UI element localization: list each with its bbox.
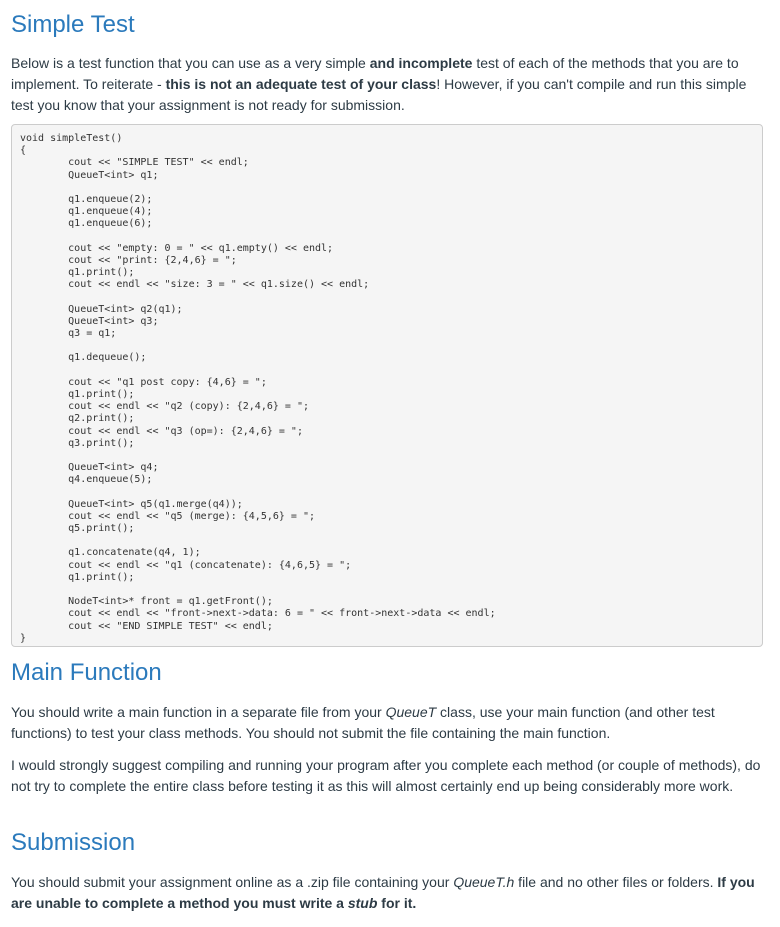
code-line: cout << "empty: 0 = " << q1.empty() << endl; <box>20 242 334 254</box>
main-para1-text-1: You should write a main function in a separate file from your <box>11 704 386 720</box>
code-line: QueueT<int> q4; <box>20 462 159 474</box>
submission-bold-text-1: If you are unable to complete a method you must write a <box>11 874 755 911</box>
section-title-submission: Submission <box>11 829 136 856</box>
code-line: cout << "print: {2,4,6} = "; <box>20 254 237 266</box>
code-line: cout << "q1 post copy: {4,6} = "; <box>20 376 267 388</box>
code-line <box>20 291 496 303</box>
code-line <box>20 231 496 243</box>
code-line <box>20 450 496 462</box>
code-line: cout << endl << "q2 (copy): {2,4,6} = "; <box>20 401 309 413</box>
code-line: q1.enqueue(6); <box>20 218 153 230</box>
code-listing <box>20 133 496 645</box>
main-function-paragraph-1 <box>11 702 761 744</box>
submission-text-1: You should submit your assignment online as a .zip file containing your <box>11 874 454 890</box>
intro-bold-2: this is not an adequate test of your class <box>165 76 437 92</box>
intro-text-1: Below is a test function that you can use as a very simple <box>11 55 370 71</box>
submission-file-name: QueueT.h <box>453 874 515 890</box>
code-line <box>20 486 496 498</box>
intro-text-2: test of each of the methods that you are to implement. To reiterate - <box>11 55 739 92</box>
simple-test-intro <box>11 53 761 116</box>
submission-stub-word: stub <box>347 895 378 911</box>
code-line: QueueT<int> q2(q1); <box>20 303 183 315</box>
code-line: q1.concatenate(q4, 1); <box>20 547 201 559</box>
code-line <box>20 535 496 547</box>
code-line: q2.print(); <box>20 413 135 425</box>
main-para1-class-name: QueueT <box>385 704 437 720</box>
code-line: cout << endl << "size: 3 = " << q1.size() << endl; <box>20 279 370 291</box>
code-line: cout << endl << "q1 (concatenate): {4,6,5} = "; <box>20 559 352 571</box>
submission-paragraph <box>11 872 761 914</box>
intro-text-3: ! However, if you can't compile and run this simple test you know that your assignment is not ready for submission. <box>11 76 747 113</box>
intro-bold-1: and incomplete <box>369 55 473 71</box>
code-line: q1.dequeue(); <box>20 352 147 364</box>
code-line: cout << "END SIMPLE TEST" << endl; <box>20 620 273 632</box>
submission-bold-text-2: for it. <box>377 895 417 911</box>
code-line: cout << "SIMPLE TEST" << endl; <box>20 157 249 169</box>
code-line: cout << endl << "front->next->data: 6 = " << front->next->data << endl; <box>20 608 496 620</box>
code-line: q3 = q1; <box>20 328 117 339</box>
section-title-simple-test: Simple Test <box>11 11 135 38</box>
code-line <box>20 584 496 596</box>
code-line <box>20 365 496 377</box>
code-line: q3.print(); <box>20 437 135 449</box>
code-line: q1.enqueue(4); <box>20 206 153 218</box>
code-line: q1.print(); <box>20 267 135 279</box>
code-line: cout << endl << "q3 (op=): {2,4,6} = "; <box>20 425 303 437</box>
main-para1-text-2: class, use your main function (and other test functions) to test your class methods. You should not submit the file containing the main function. <box>11 704 715 741</box>
main-function-paragraph-2: I would strongly suggest compiling and running your program after you complete each method (or couple of methods), do not try to complete the entire class before testing it as this will almost certainly end up being considerably more work. <box>11 757 761 794</box>
code-line: NodeT<int>* front = q1.getFront(); <box>20 596 273 608</box>
code-line <box>20 340 496 352</box>
code-line: q5.print(); <box>20 523 135 534</box>
code-line: QueueT<int> q5(q1.merge(q4)); <box>20 498 243 510</box>
code-line: { <box>20 145 27 157</box>
code-line: q1.enqueue(2); <box>20 193 153 205</box>
code-block <box>11 124 763 647</box>
code-line: } <box>20 632 27 644</box>
submission-text-2: file and no other files or folders. <box>514 874 718 890</box>
code-line: cout << endl << "q5 (merge): {4,5,6} = "; <box>20 510 316 522</box>
code-line: QueueT<int> q3; <box>20 315 159 327</box>
code-line: q1.print(); <box>20 571 135 583</box>
section-title-main-function: Main Function <box>11 659 162 686</box>
code-line: q1.print(); <box>20 388 135 400</box>
code-line: void simpleTest() <box>20 133 123 144</box>
code-line: QueueT<int> q1; <box>20 169 159 181</box>
code-line: q4.enqueue(5); <box>20 474 153 486</box>
code-line <box>20 182 496 194</box>
